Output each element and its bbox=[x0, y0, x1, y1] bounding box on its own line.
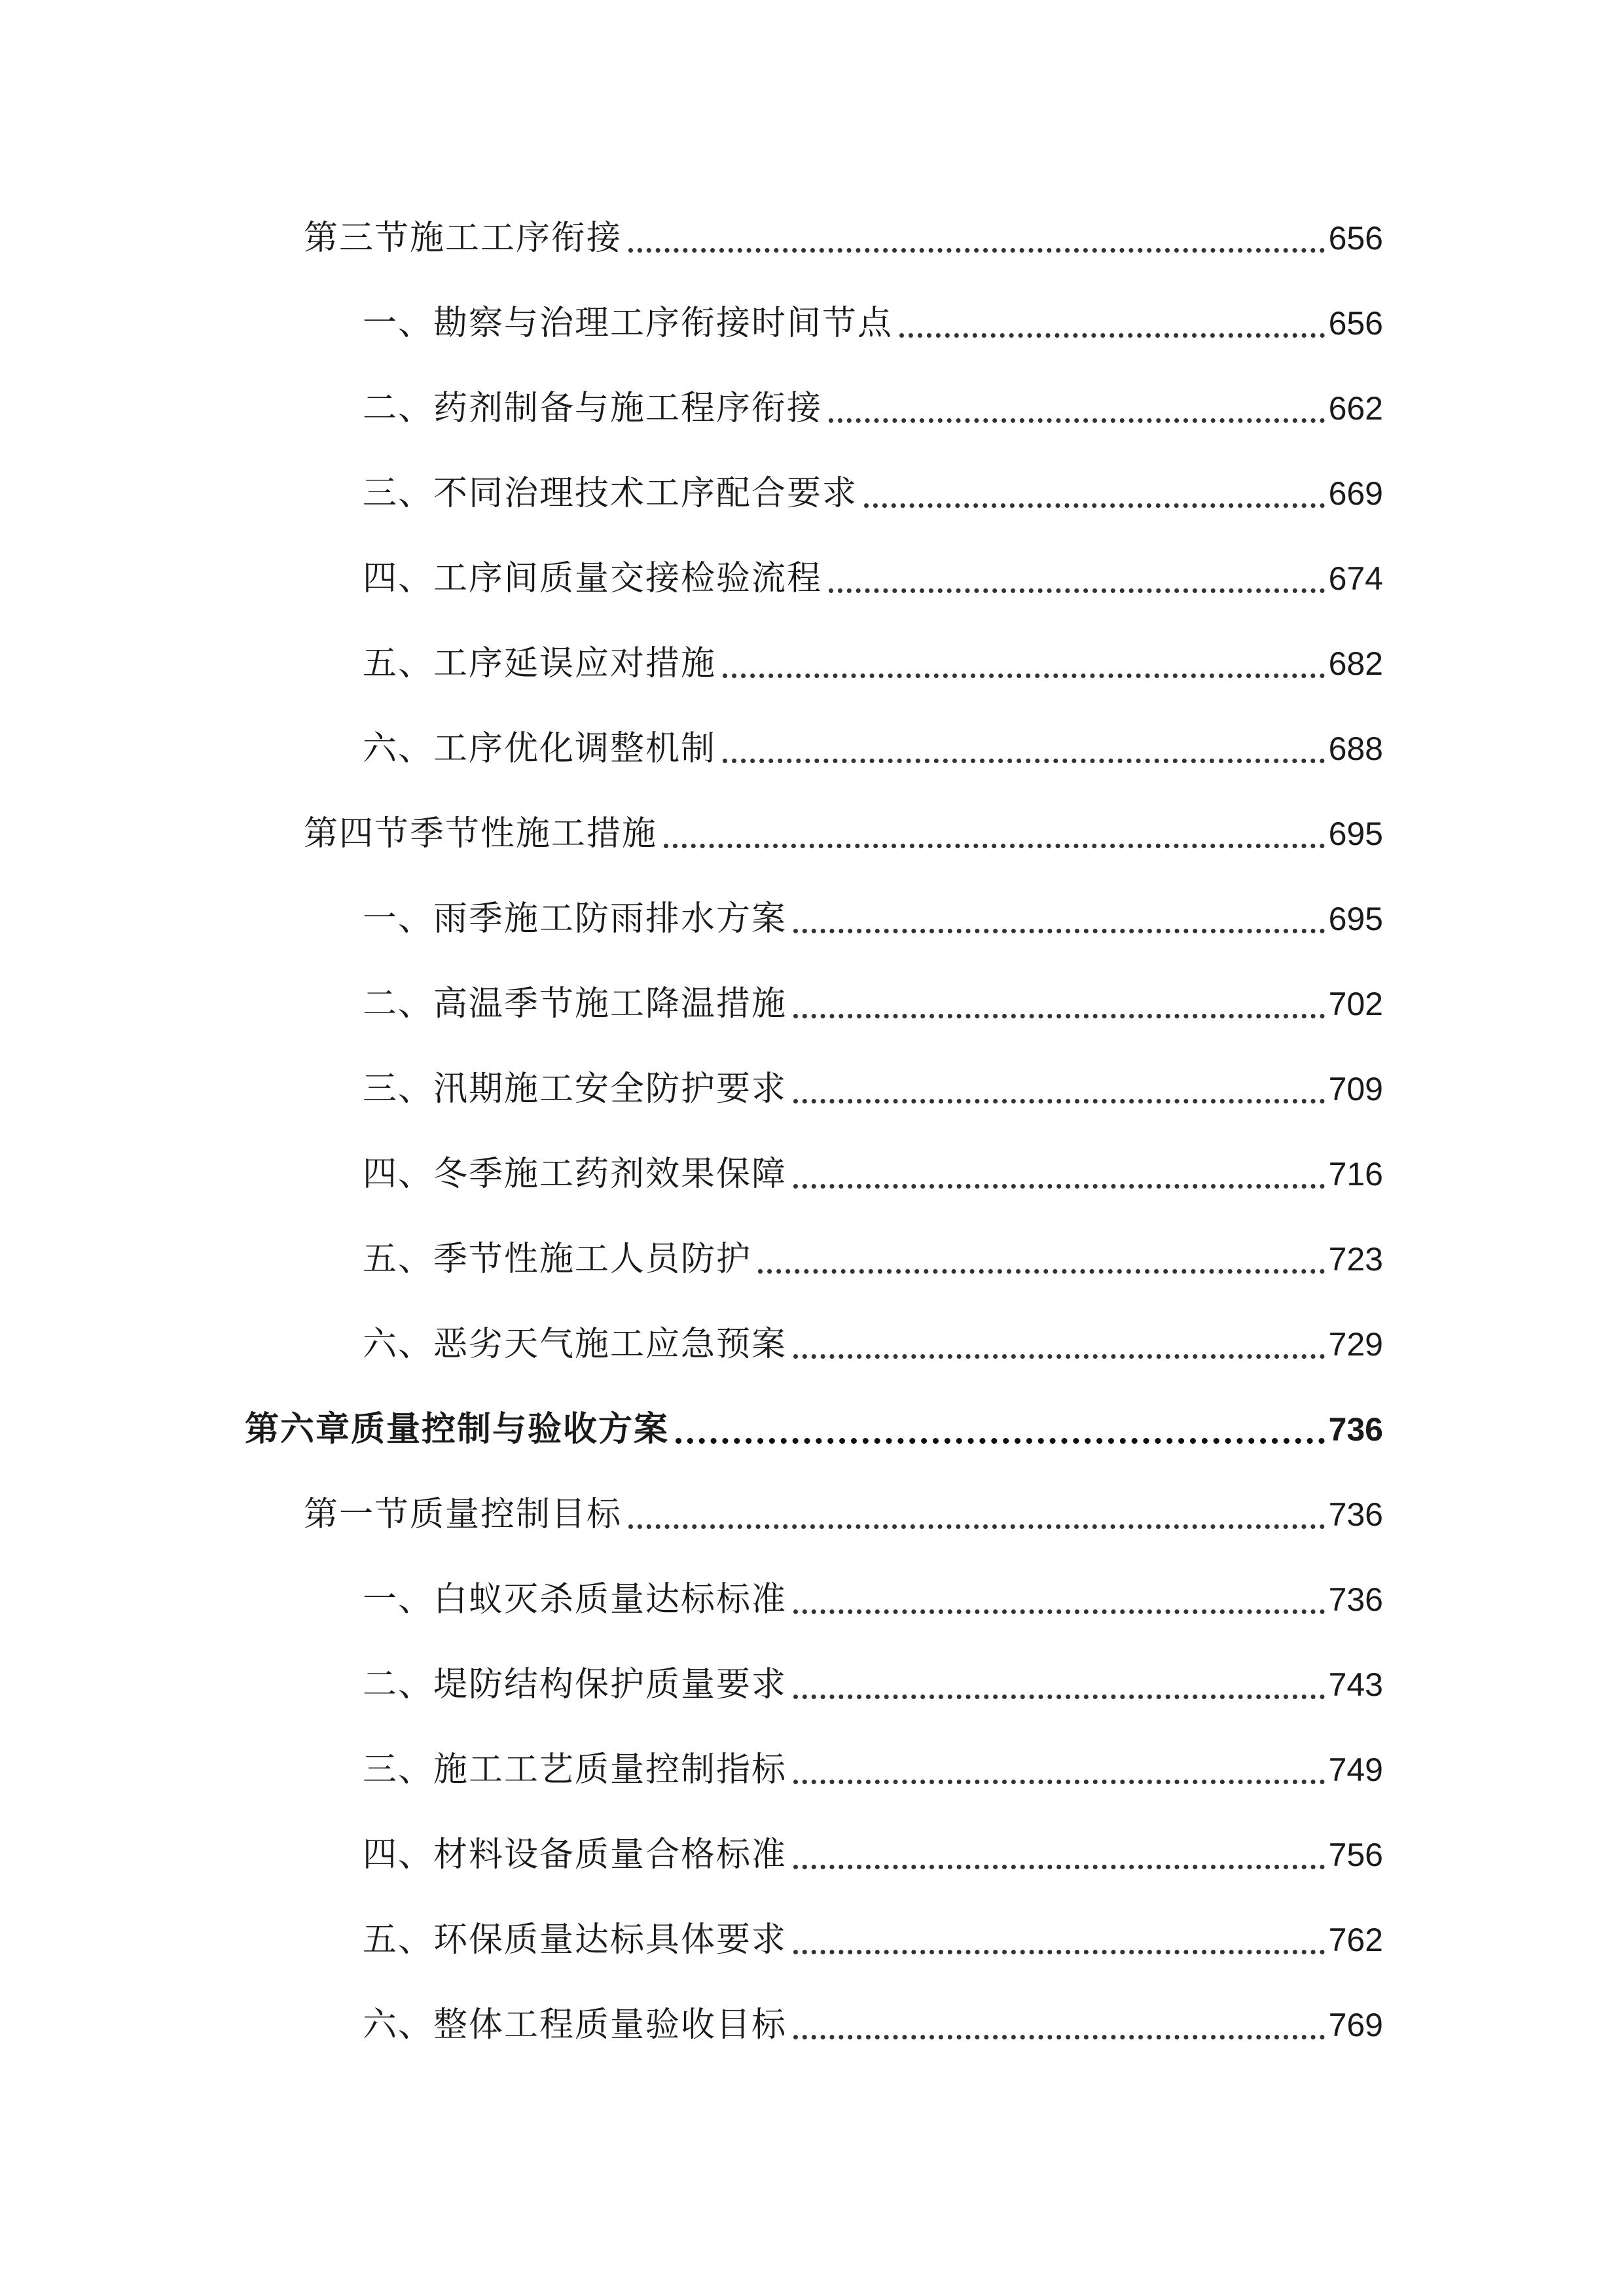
dot-leader bbox=[829, 588, 1325, 593]
dot-leader bbox=[793, 2035, 1325, 2039]
toc-entry-section[interactable] bbox=[304, 212, 1383, 264]
toc-entry-item[interactable] bbox=[363, 893, 1383, 945]
dot-leader bbox=[793, 1950, 1325, 1954]
dot-leader bbox=[676, 1438, 1325, 1444]
toc-entry-page: 656 bbox=[1328, 220, 1383, 257]
toc-entry-item[interactable] bbox=[363, 552, 1383, 605]
toc-entry-title: 二、药剂制备与施工程序衔接 bbox=[363, 389, 823, 428]
toc-entry-item[interactable] bbox=[363, 1659, 1383, 1711]
toc-entry-page: 656 bbox=[1328, 305, 1383, 342]
dot-leader bbox=[793, 1609, 1325, 1614]
toc-entry-page: 743 bbox=[1328, 1666, 1383, 1703]
dot-leader bbox=[793, 1865, 1325, 1869]
toc-entry-page: 749 bbox=[1328, 1751, 1383, 1788]
toc-entry-page: 669 bbox=[1328, 475, 1383, 512]
dot-leader bbox=[628, 248, 1325, 253]
toc-entry-page: 662 bbox=[1328, 390, 1383, 427]
toc-entry-item[interactable] bbox=[363, 1914, 1383, 1966]
toc-entry-title: 第六章质量控制与验收方案 bbox=[245, 1410, 670, 1449]
toc-entry-title: 二、高温季节施工降温措施 bbox=[363, 984, 787, 1024]
toc-entry-item[interactable] bbox=[363, 1744, 1383, 1796]
toc-entry-item[interactable] bbox=[363, 1573, 1383, 1626]
toc-entry-page: 756 bbox=[1328, 1837, 1383, 1873]
toc-entry-item[interactable] bbox=[363, 1999, 1383, 2051]
dot-leader bbox=[864, 503, 1325, 508]
toc-entry-page: 736 bbox=[1328, 1581, 1383, 1618]
toc-entry-chapter[interactable] bbox=[245, 1403, 1383, 1456]
toc-entry-title: 五、季节性施工人员防护 bbox=[363, 1240, 752, 1279]
toc-entry-page: 682 bbox=[1328, 645, 1383, 682]
toc-entry-page: 762 bbox=[1328, 1922, 1383, 1958]
toc-entry-title: 六、整体工程质量验收目标 bbox=[363, 2005, 787, 2045]
dot-leader bbox=[793, 1695, 1325, 1699]
toc-entry-item[interactable] bbox=[363, 978, 1383, 1030]
toc-entry-title: 三、汛期施工安全防护要求 bbox=[363, 1069, 787, 1109]
toc-entry-page: 736 bbox=[1328, 1411, 1383, 1448]
toc-entry-title: 第四节季节性施工措施 bbox=[304, 814, 658, 853]
dot-leader bbox=[758, 1269, 1325, 1274]
dot-leader bbox=[793, 929, 1325, 933]
toc-entry-title: 一、雨季施工防雨排水方案 bbox=[363, 899, 787, 939]
dot-leader bbox=[899, 333, 1325, 338]
toc-entry-title: 一、白蚁灭杀质量达标标准 bbox=[363, 1580, 787, 1619]
toc-entry-page: 702 bbox=[1328, 986, 1383, 1022]
toc-entry-title: 五、工序延误应对措施 bbox=[363, 644, 717, 683]
toc-entry-title: 二、堤防结构保护质量要求 bbox=[363, 1665, 787, 1704]
toc-entry-page: 688 bbox=[1328, 730, 1383, 767]
toc-entry-title: 三、施工工艺质量控制指标 bbox=[363, 1750, 787, 1789]
toc-entry-section[interactable] bbox=[304, 808, 1383, 860]
toc-entry-item[interactable] bbox=[363, 1829, 1383, 1881]
dot-leader bbox=[793, 1354, 1325, 1359]
toc-entry-page: 736 bbox=[1328, 1496, 1383, 1533]
dot-leader bbox=[723, 673, 1325, 678]
toc-entry-item[interactable] bbox=[363, 1063, 1383, 1115]
dot-leader bbox=[829, 418, 1325, 423]
toc-entry-item[interactable] bbox=[363, 1233, 1383, 1285]
toc-entry-page: 729 bbox=[1328, 1326, 1383, 1363]
toc-entry-title: 六、工序优化调整机制 bbox=[363, 729, 717, 768]
toc-entry-title: 四、冬季施工药剂效果保障 bbox=[363, 1155, 787, 1194]
toc-entry-page: 716 bbox=[1328, 1156, 1383, 1193]
toc-entry-title: 四、工序间质量交接检验流程 bbox=[363, 559, 823, 598]
toc-entry-item[interactable] bbox=[363, 297, 1383, 350]
toc-entry-page: 769 bbox=[1328, 2007, 1383, 2043]
toc-entry-item[interactable] bbox=[363, 382, 1383, 435]
dot-leader bbox=[793, 1014, 1325, 1018]
toc-entry-page: 723 bbox=[1328, 1241, 1383, 1278]
toc-entry-page: 674 bbox=[1328, 560, 1383, 597]
toc-entry-item[interactable] bbox=[363, 637, 1383, 690]
dot-leader bbox=[793, 1780, 1325, 1784]
dot-leader bbox=[664, 844, 1325, 848]
toc-entry-page: 695 bbox=[1328, 816, 1383, 852]
toc-entry-item[interactable] bbox=[363, 723, 1383, 775]
toc-entry-title: 四、材料设备质量合格标准 bbox=[363, 1835, 787, 1874]
toc-entry-title: 第一节质量控制目标 bbox=[304, 1495, 623, 1534]
toc-entry-page: 695 bbox=[1328, 901, 1383, 937]
toc-entry-title: 一、勘察与治理工序衔接时间节点 bbox=[363, 304, 893, 343]
toc-entry-title: 六、恶劣天气施工应急预案 bbox=[363, 1325, 787, 1364]
toc-entry-page: 709 bbox=[1328, 1071, 1383, 1107]
toc-entry-title: 三、不同治理技术工序配合要求 bbox=[363, 474, 858, 513]
dot-leader bbox=[723, 759, 1325, 763]
toc-entry-item[interactable] bbox=[363, 1318, 1383, 1371]
toc-entry-item[interactable] bbox=[363, 467, 1383, 520]
toc-entry-title: 第三节施工工序衔接 bbox=[304, 219, 623, 258]
dot-leader bbox=[793, 1099, 1325, 1103]
toc-entry-title: 五、环保质量达标具体要求 bbox=[363, 1920, 787, 1960]
dot-leader bbox=[628, 1524, 1325, 1529]
dot-leader bbox=[793, 1184, 1325, 1189]
toc-entry-section[interactable] bbox=[304, 1488, 1383, 1541]
toc-entry-item[interactable] bbox=[363, 1148, 1383, 1200]
